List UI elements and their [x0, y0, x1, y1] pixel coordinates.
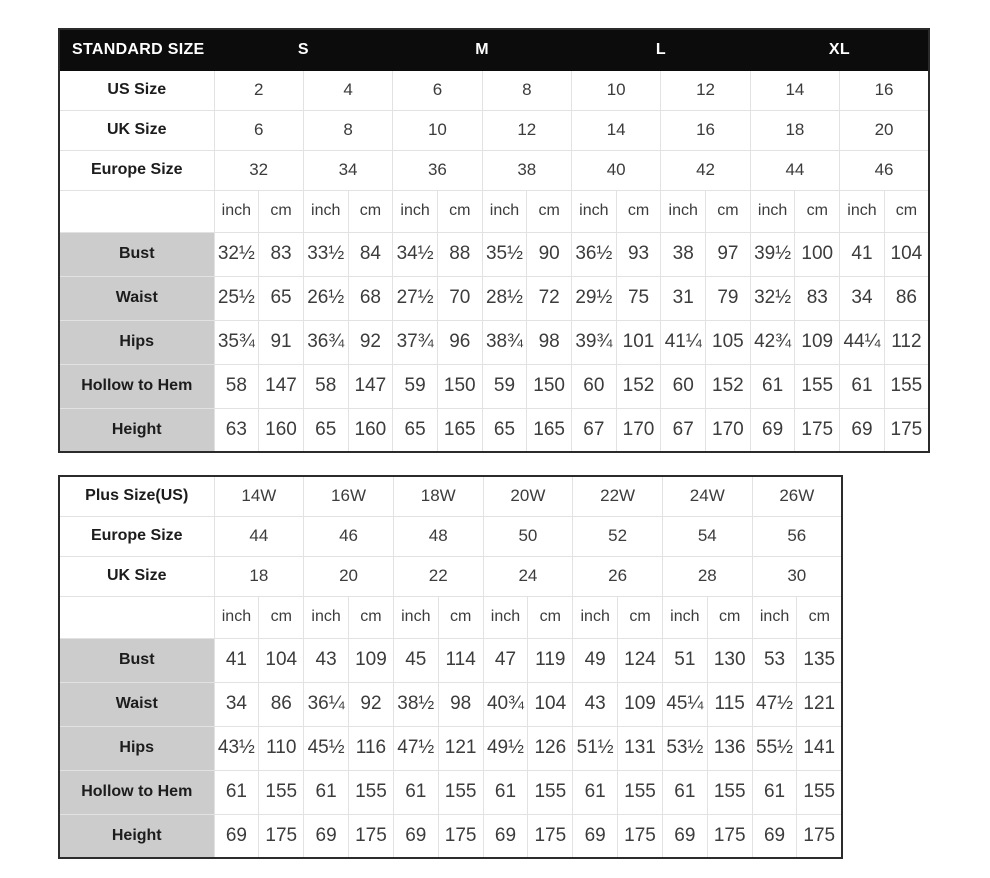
measurement-value: 65: [259, 276, 304, 320]
measurement-value: 100: [795, 232, 840, 276]
measurement-value: 61: [840, 364, 885, 408]
measurement-value: 152: [706, 364, 751, 408]
measurement-value: 83: [259, 232, 304, 276]
unit-header-row: [59, 596, 842, 638]
size-system-label: UK Size: [59, 110, 214, 150]
size-value: 8: [303, 110, 392, 150]
measurement-row: [59, 276, 929, 320]
size-value: 26: [573, 556, 663, 596]
measurement-value: 69: [214, 814, 259, 858]
measurement-value: 160: [259, 408, 304, 452]
measurement-label: Height: [59, 408, 214, 452]
measurement-value: 98: [527, 320, 572, 364]
measurement-value: 175: [528, 814, 573, 858]
size-value: 42: [661, 150, 750, 190]
measurement-value: 68: [348, 276, 393, 320]
measurement-value: 35½: [482, 232, 527, 276]
size-value: 6: [214, 110, 303, 150]
measurement-label: Height: [59, 814, 214, 858]
measurement-value: 53: [752, 638, 797, 682]
measurement-value: 41: [840, 232, 885, 276]
measurement-value: 155: [797, 770, 842, 814]
size-value: 16W: [304, 476, 394, 516]
measurement-value: 150: [437, 364, 482, 408]
measurement-value: 88: [437, 232, 482, 276]
measurement-label: Hollow to Hem: [59, 770, 214, 814]
measurement-value: 34: [214, 682, 259, 726]
measurement-value: 91: [259, 320, 304, 364]
measurement-value: 124: [618, 638, 663, 682]
measurement-value: 61: [662, 770, 707, 814]
measurement-value: 69: [304, 814, 349, 858]
measurement-value: 51: [662, 638, 707, 682]
measurement-value: 98: [438, 682, 483, 726]
measurement-value: 63: [214, 408, 259, 452]
measurement-label: Waist: [59, 682, 214, 726]
measurement-value: 101: [616, 320, 661, 364]
size-value: 36: [393, 150, 482, 190]
measurement-value: 40¾: [483, 682, 528, 726]
measurement-value: 37¾: [393, 320, 438, 364]
unit-label: cm: [797, 596, 842, 638]
measurement-value: 83: [795, 276, 840, 320]
measurement-value: 84: [348, 232, 393, 276]
size-group-label: XL: [750, 29, 929, 70]
measurement-value: 126: [528, 726, 573, 770]
measurement-value: 155: [618, 770, 663, 814]
measurement-row: [59, 770, 842, 814]
size-value: 6: [393, 70, 482, 110]
size-system-label: Plus Size(US): [59, 476, 214, 516]
unit-label: inch: [662, 596, 707, 638]
measurement-value: 33½: [303, 232, 348, 276]
measurement-value: 47: [483, 638, 528, 682]
measurement-label: Bust: [59, 638, 214, 682]
size-value: 38: [482, 150, 571, 190]
measurement-value: 47½: [752, 682, 797, 726]
measurement-value: 86: [884, 276, 929, 320]
size-group-label: M: [393, 29, 572, 70]
measurement-value: 72: [527, 276, 572, 320]
size-value: 50: [483, 516, 573, 556]
size-value: 46: [304, 516, 394, 556]
measurement-value: 61: [304, 770, 349, 814]
size-system-label: Europe Size: [59, 150, 214, 190]
unit-label: cm: [437, 190, 482, 232]
measurement-value: 69: [750, 408, 795, 452]
measurement-value: 61: [750, 364, 795, 408]
measurement-value: 67: [572, 408, 617, 452]
measurement-value: 93: [616, 232, 661, 276]
unit-label: cm: [707, 596, 752, 638]
measurement-value: 116: [349, 726, 394, 770]
size-value: 30: [752, 556, 842, 596]
measurement-value: 92: [349, 682, 394, 726]
size-value: 14: [750, 70, 839, 110]
size-conversion-row: [59, 516, 842, 556]
measurement-value: 69: [393, 814, 438, 858]
size-value: 24: [483, 556, 573, 596]
unit-label: inch: [303, 190, 348, 232]
measurement-value: 115: [707, 682, 752, 726]
measurement-value: 155: [707, 770, 752, 814]
measurement-value: 130: [707, 638, 752, 682]
measurement-value: 92: [348, 320, 393, 364]
measurement-value: 175: [618, 814, 663, 858]
size-value: 22W: [573, 476, 663, 516]
unit-label: cm: [349, 596, 394, 638]
measurement-value: 155: [884, 364, 929, 408]
unit-label: inch: [393, 190, 438, 232]
measurement-value: 70: [437, 276, 482, 320]
size-value: 34: [303, 150, 392, 190]
measurement-value: 147: [259, 364, 304, 408]
measurement-label: Hollow to Hem: [59, 364, 214, 408]
measurement-value: 69: [483, 814, 528, 858]
size-value: 2: [214, 70, 303, 110]
measurement-row: [59, 232, 929, 276]
measurement-value: 121: [797, 682, 842, 726]
measurement-value: 175: [707, 814, 752, 858]
size-system-label: US Size: [59, 70, 214, 110]
measurement-value: 36¼: [304, 682, 349, 726]
unit-label: cm: [259, 596, 304, 638]
measurement-value: 69: [662, 814, 707, 858]
measurement-value: 38½: [393, 682, 438, 726]
unit-label: cm: [259, 190, 304, 232]
unit-label: cm: [618, 596, 663, 638]
table-title: STANDARD SIZE: [59, 29, 214, 70]
measurement-value: 175: [884, 408, 929, 452]
size-system-label: UK Size: [59, 556, 214, 596]
size-value: 18: [750, 110, 839, 150]
measurement-value: 175: [797, 814, 842, 858]
measurement-value: 28½: [482, 276, 527, 320]
measurement-value: 45: [393, 638, 438, 682]
unit-label: inch: [573, 596, 618, 638]
measurement-value: 141: [797, 726, 842, 770]
measurement-value: 69: [573, 814, 618, 858]
unit-label: cm: [528, 596, 573, 638]
unit-label: inch: [214, 596, 259, 638]
unit-label: inch: [661, 190, 706, 232]
measurement-label: Waist: [59, 276, 214, 320]
measurement-value: 104: [884, 232, 929, 276]
size-value: 20W: [483, 476, 573, 516]
measurement-value: 109: [618, 682, 663, 726]
measurement-value: 109: [795, 320, 840, 364]
measurement-value: 112: [884, 320, 929, 364]
size-value: 10: [572, 70, 661, 110]
measurement-value: 135: [797, 638, 842, 682]
measurement-value: 45½: [304, 726, 349, 770]
measurement-value: 110: [259, 726, 304, 770]
measurement-row: [59, 364, 929, 408]
unit-label: inch: [214, 190, 259, 232]
measurement-value: 34½: [393, 232, 438, 276]
measurement-row: [59, 638, 842, 682]
unit-label: cm: [438, 596, 483, 638]
measurement-value: 170: [616, 408, 661, 452]
measurement-value: 41: [214, 638, 259, 682]
unit-label: inch: [393, 596, 438, 638]
measurement-value: 36½: [572, 232, 617, 276]
size-value: 18: [214, 556, 304, 596]
measurement-value: 61: [483, 770, 528, 814]
size-conversion-row: [59, 476, 842, 516]
measurement-value: 175: [438, 814, 483, 858]
measurement-label: Bust: [59, 232, 214, 276]
measurement-value: 97: [706, 232, 751, 276]
size-value: 16: [840, 70, 929, 110]
measurement-value: 25½: [214, 276, 259, 320]
unit-label: inch: [750, 190, 795, 232]
unit-label: inch: [752, 596, 797, 638]
measurement-value: 155: [349, 770, 394, 814]
measurement-value: 60: [572, 364, 617, 408]
size-conversion-row: [59, 110, 929, 150]
size-group-label: S: [214, 29, 393, 70]
size-value: 52: [573, 516, 663, 556]
measurement-value: 53½: [662, 726, 707, 770]
measurement-value: 43: [304, 638, 349, 682]
unit-label: cm: [884, 190, 929, 232]
size-conversion-row: [59, 556, 842, 596]
measurement-value: 58: [303, 364, 348, 408]
unit-label: inch: [483, 596, 528, 638]
size-value: 28: [662, 556, 752, 596]
size-value: 44: [214, 516, 304, 556]
size-value: 20: [840, 110, 929, 150]
measurement-value: 32½: [750, 276, 795, 320]
unit-label: cm: [795, 190, 840, 232]
measurement-row: [59, 320, 929, 364]
measurement-value: 65: [393, 408, 438, 452]
measurement-value: 67: [661, 408, 706, 452]
measurement-value: 60: [661, 364, 706, 408]
measurement-row: [59, 814, 842, 858]
measurement-value: 44¼: [840, 320, 885, 364]
measurement-value: 65: [303, 408, 348, 452]
size-value: 20: [304, 556, 394, 596]
measurement-value: 155: [528, 770, 573, 814]
measurement-value: 55½: [752, 726, 797, 770]
table-header-row: [59, 29, 929, 70]
size-value: 12: [482, 110, 571, 150]
measurement-row: [59, 408, 929, 452]
size-value: 24W: [662, 476, 752, 516]
measurement-value: 43½: [214, 726, 259, 770]
size-value: 48: [393, 516, 483, 556]
size-value: 18W: [393, 476, 483, 516]
measurement-value: 39¾: [572, 320, 617, 364]
measurement-value: 59: [482, 364, 527, 408]
measurement-value: 29½: [572, 276, 617, 320]
size-value: 40: [572, 150, 661, 190]
measurement-value: 109: [349, 638, 394, 682]
measurement-value: 34: [840, 276, 885, 320]
measurement-value: 61: [752, 770, 797, 814]
size-value: 8: [482, 70, 571, 110]
size-conversion-row: [59, 150, 929, 190]
size-system-label: Europe Size: [59, 516, 214, 556]
size-value: 32: [214, 150, 303, 190]
measurement-value: 61: [573, 770, 618, 814]
measurement-value: 47½: [393, 726, 438, 770]
measurement-value: 147: [348, 364, 393, 408]
measurement-value: 65: [482, 408, 527, 452]
measurement-value: 150: [527, 364, 572, 408]
size-conversion-row: [59, 70, 929, 110]
size-value: 12: [661, 70, 750, 110]
standard-size-table: [58, 28, 930, 453]
measurement-value: 59: [393, 364, 438, 408]
measurement-row: [59, 726, 842, 770]
measurement-value: 39½: [750, 232, 795, 276]
measurement-value: 43: [573, 682, 618, 726]
measurement-value: 121: [438, 726, 483, 770]
size-value: 16: [661, 110, 750, 150]
measurement-label: Hips: [59, 726, 214, 770]
measurement-value: 175: [349, 814, 394, 858]
measurement-value: 49: [573, 638, 618, 682]
size-value: 4: [303, 70, 392, 110]
measurement-value: 131: [618, 726, 663, 770]
measurement-value: 86: [259, 682, 304, 726]
unit-row-spacer: [59, 190, 214, 232]
measurement-value: 69: [840, 408, 885, 452]
measurement-value: 155: [438, 770, 483, 814]
unit-header-row: [59, 190, 929, 232]
measurement-value: 170: [706, 408, 751, 452]
measurement-value: 26½: [303, 276, 348, 320]
unit-label: cm: [527, 190, 572, 232]
size-value: 46: [840, 150, 929, 190]
measurement-value: 35¾: [214, 320, 259, 364]
size-value: 14W: [214, 476, 304, 516]
measurement-value: 38¾: [482, 320, 527, 364]
unit-label: inch: [572, 190, 617, 232]
measurement-value: 104: [259, 638, 304, 682]
measurement-label: Hips: [59, 320, 214, 364]
measurement-value: 58: [214, 364, 259, 408]
measurement-value: 155: [259, 770, 304, 814]
measurement-value: 32½: [214, 232, 259, 276]
size-value: 54: [662, 516, 752, 556]
size-value: 22: [393, 556, 483, 596]
measurement-value: 51½: [573, 726, 618, 770]
measurement-value: 155: [795, 364, 840, 408]
measurement-value: 69: [752, 814, 797, 858]
size-value: 10: [393, 110, 482, 150]
unit-label: inch: [840, 190, 885, 232]
unit-row-spacer: [59, 596, 214, 638]
measurement-row: [59, 682, 842, 726]
measurement-value: 96: [437, 320, 482, 364]
plus-size-table: [58, 475, 843, 859]
size-value: 14: [572, 110, 661, 150]
size-value: 44: [750, 150, 839, 190]
measurement-value: 61: [214, 770, 259, 814]
measurement-value: 165: [437, 408, 482, 452]
measurement-value: 38: [661, 232, 706, 276]
measurement-value: 42¾: [750, 320, 795, 364]
measurement-value: 165: [527, 408, 572, 452]
measurement-value: 49½: [483, 726, 528, 770]
measurement-value: 175: [795, 408, 840, 452]
measurement-value: 114: [438, 638, 483, 682]
measurement-value: 79: [706, 276, 751, 320]
unit-label: inch: [304, 596, 349, 638]
unit-label: cm: [616, 190, 661, 232]
size-group-label: L: [572, 29, 751, 70]
measurement-value: 136: [707, 726, 752, 770]
measurement-value: 119: [528, 638, 573, 682]
measurement-value: 105: [706, 320, 751, 364]
unit-label: inch: [482, 190, 527, 232]
unit-label: cm: [706, 190, 751, 232]
measurement-value: 31: [661, 276, 706, 320]
measurement-value: 45¼: [662, 682, 707, 726]
measurement-value: 41¼: [661, 320, 706, 364]
measurement-value: 104: [528, 682, 573, 726]
measurement-value: 61: [393, 770, 438, 814]
measurement-value: 160: [348, 408, 393, 452]
measurement-value: 175: [259, 814, 304, 858]
measurement-value: 75: [616, 276, 661, 320]
measurement-value: 27½: [393, 276, 438, 320]
size-value: 56: [752, 516, 842, 556]
measurement-value: 36¾: [303, 320, 348, 364]
size-value: 26W: [752, 476, 842, 516]
measurement-value: 90: [527, 232, 572, 276]
measurement-value: 152: [616, 364, 661, 408]
unit-label: cm: [348, 190, 393, 232]
